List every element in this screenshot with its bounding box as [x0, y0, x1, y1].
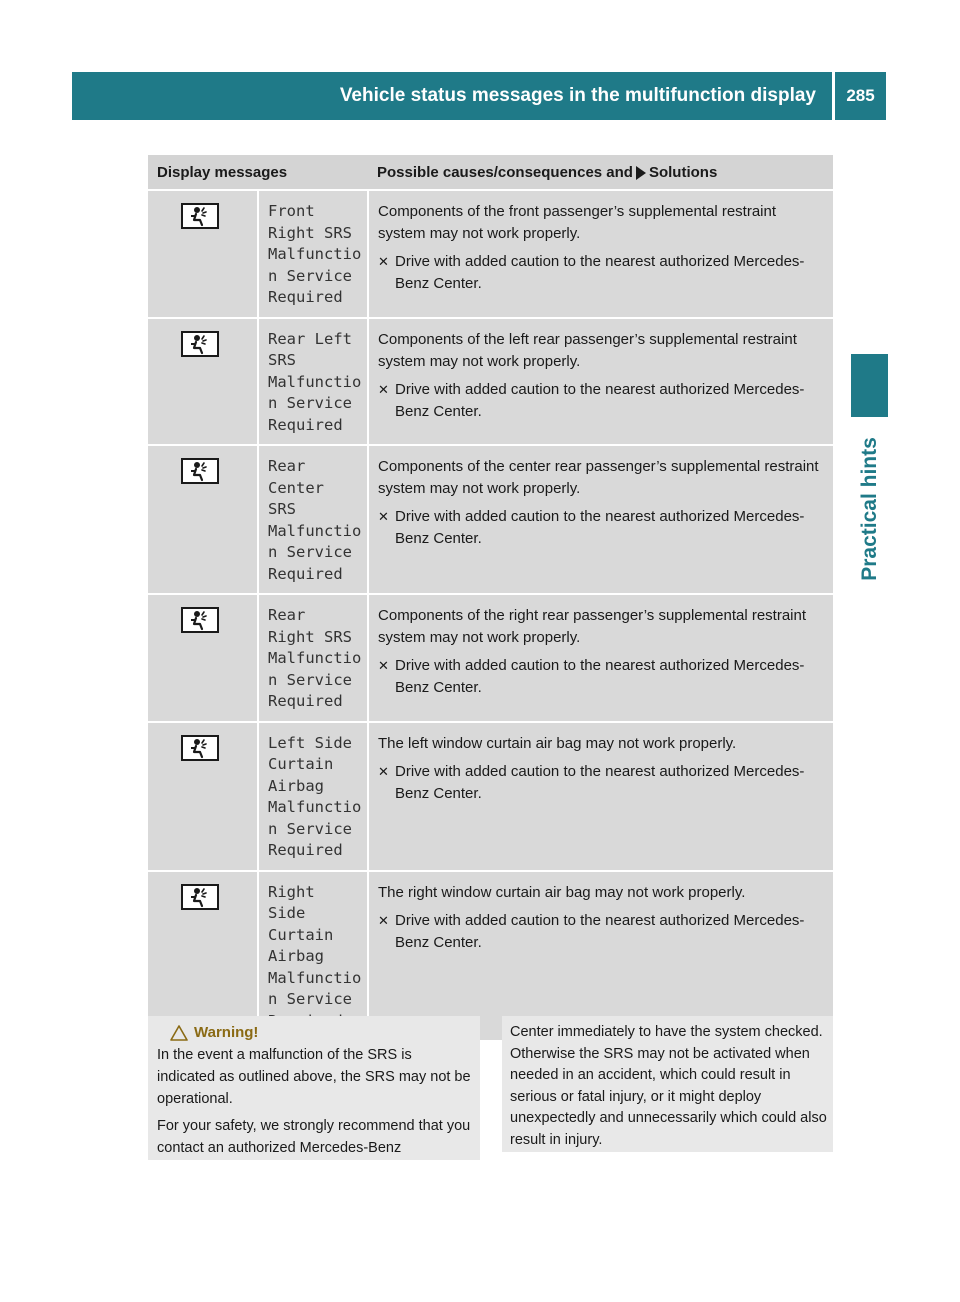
table-row [148, 722, 833, 871]
solution-text: Drive with added caution to the nearest authorized Mercedes-Benz Center. [395, 762, 805, 802]
cause-text: Components of the right rear passenger’s supplemental restraint system may not work properly. [378, 607, 807, 646]
icon-cell [148, 190, 258, 318]
icon-cell [148, 445, 258, 594]
page-number: 285 [846, 86, 875, 105]
column-header-causes: Possible causes/consequences and [377, 163, 633, 181]
action-marker-icon: ✕ [378, 912, 389, 928]
column-header-solutions [368, 155, 833, 190]
airbag-warning-icon [181, 884, 219, 910]
column-header-solutions-label: Solutions [648, 163, 718, 181]
airbag-warning-icon [181, 607, 219, 633]
messages-table [148, 155, 833, 1042]
display-message: Rear Left SRS Malfunctio n Service Required [258, 318, 368, 446]
table-row [148, 445, 833, 594]
solution-item [378, 655, 827, 699]
airbag-warning-icon [181, 735, 219, 761]
airbag-warning-icon [181, 458, 219, 484]
icon-cell [148, 722, 258, 871]
solution-item [378, 251, 827, 295]
solution-item [378, 506, 827, 550]
action-marker-icon: ✕ [378, 658, 389, 673]
display-message: Rear Center SRS Malfunctio n Service Required [258, 445, 368, 594]
cause-text: Components of the front passenger’s supplemental restraint system may not work properly. [378, 203, 777, 242]
solution-item [378, 910, 827, 954]
action-marker-icon: ✕ [378, 509, 389, 524]
warning-triangle-icon [170, 1025, 188, 1041]
cause-text: The right window curtain air bag may not work properly. [378, 883, 746, 901]
icon-cell [148, 318, 258, 446]
solution-text: Drive with added caution to the nearest authorized Mercedes-Benz Center. [395, 380, 805, 420]
solution-item [378, 379, 827, 423]
column-header-display-messages: Display messages [148, 155, 368, 190]
table-row [148, 594, 833, 722]
solution-text: Drive with added caution to the nearest authorized Mercedes-Benz Center. [395, 253, 805, 292]
chapter-tab-label: Practical hints [857, 437, 881, 581]
warning-paragraph: For your safety, we strongly recommend that you contact an authorized Mercedes-Benz [157, 1118, 471, 1156]
action-marker-icon: ✕ [378, 254, 389, 269]
table-row [148, 190, 833, 318]
display-message: Left Side Curtain Airbag Malfunctio n Service Required [258, 722, 368, 871]
display-message: Rear Right SRS Malfunctio n Service Required [258, 594, 368, 722]
icon-cell [148, 594, 258, 722]
page-header [72, 72, 886, 120]
action-marker-icon: ✕ [378, 381, 389, 397]
arrow-right-icon [636, 166, 646, 180]
warning-box [148, 1016, 480, 1160]
warning-continuation-text: Center immediately to have the system checked. Otherwise the SRS may not be activated when needed in an accident, which could result in serious or fatal injury, or it might deploy unexpectedly and unnecessarily which could also result in injury. [510, 1024, 827, 1148]
solution-text: Drive with added caution to the nearest authorized Mercedes-Benz Center. [395, 508, 805, 547]
cause-solution-cell [368, 445, 833, 594]
table-header-row [148, 155, 833, 190]
chapter-tab [851, 424, 888, 594]
cause-solution-cell [368, 722, 833, 871]
solution-item [378, 761, 827, 805]
cause-text: The left window curtain air bag may not work properly. [378, 734, 737, 752]
solution-text: Drive with added caution to the nearest authorized Mercedes-Benz Center. [395, 657, 805, 696]
display-message: Front Right SRS Malfunctio n Service Required [258, 190, 368, 318]
warning-continuation-box [502, 1016, 833, 1152]
cause-solution-cell [368, 190, 833, 318]
airbag-warning-icon [181, 331, 219, 357]
airbag-warning-icon [181, 203, 219, 229]
cause-text: Components of the left rear passenger’s supplemental restraint system may not work properly. [378, 330, 797, 370]
section-title: Vehicle status messages in the multifunction display [339, 85, 816, 106]
solution-text: Drive with added caution to the nearest authorized Mercedes-Benz Center. [395, 911, 805, 951]
warning-paragraph: In the event a malfunction of the SRS is indicated as outlined above, the SRS may not be operational. [157, 1047, 471, 1107]
cause-text: Components of the center rear passenger’s supplemental restraint system may not work properly. [378, 458, 819, 497]
display-message: Right Side Curtain Airbag Malfunctio n Service [258, 871, 368, 1042]
warning-title: Warning! [194, 1024, 259, 1041]
action-marker-icon: ✕ [378, 763, 389, 779]
warning-heading [170, 1022, 472, 1044]
side-marker [851, 354, 888, 417]
table-row [148, 318, 833, 446]
cause-solution-cell [368, 318, 833, 446]
cause-solution-cell [368, 594, 833, 722]
